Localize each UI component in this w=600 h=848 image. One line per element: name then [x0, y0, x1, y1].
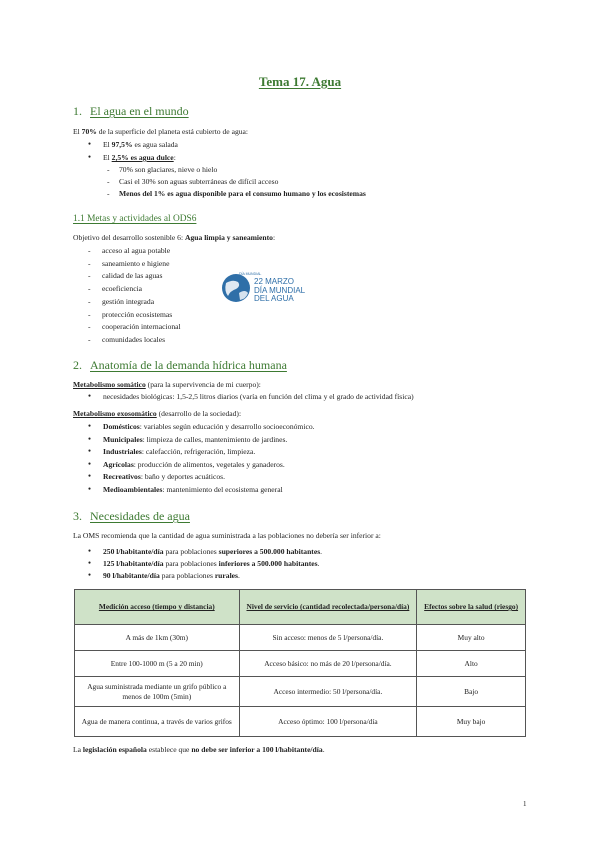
table-header-cell: Medición acceso (tiempo y distancia)	[75, 590, 240, 625]
table-cell: Entre 100-1000 m (5 a 20 min)	[75, 651, 240, 677]
table-cell: Sin acceso: menos de 5 l/persona/día.	[239, 625, 417, 651]
table-header-row	[75, 590, 526, 625]
list-item: - 70% son glaciares, nieve o hielo	[107, 165, 218, 174]
table-cell: Bajo	[417, 677, 526, 707]
svg-text:DÍA MUNDIAL: DÍA MUNDIAL	[239, 272, 262, 276]
section-1-1-intro: Objetivo del desarrollo sostenible 6: Agua limpia y saneamiento:	[73, 233, 276, 242]
list-item: - Casi el 30% son aguas subterráneas de difícil acceso	[107, 177, 279, 186]
list-item: ● Medioambientales: mantenimiento del ecosistema general	[88, 485, 283, 495]
list-item: - cooperación internacional	[88, 322, 181, 332]
list-item: - acceso al agua potable	[88, 246, 171, 255]
table-header-cell: Nivel de servicio (cantidad recolectada/persona/día)	[239, 590, 417, 625]
metabolismo-somatico: Metabolismo somático (para la supervivencia de mi cuerpo):	[73, 380, 261, 389]
section-3-heading: 3. Necesidades de agua	[73, 509, 190, 523]
list-item: ● Domésticos: variables según educación y desarrollo socioeconómico.	[88, 422, 315, 432]
list-item: - Menos del 1% es agua disponible para el consumo humano y los ecosistemas	[107, 189, 366, 198]
table-cell: Acceso intermedio: 50 l/persona/día.	[239, 677, 417, 707]
table-cell: Agua suministrada mediante un grifo público a menos de 100m (5min)	[75, 677, 240, 707]
list-item: ● Agrícolas: producción de alimentos, vegetales y ganaderos.	[88, 460, 285, 470]
list-item: - ecoeficiencia	[88, 284, 143, 294]
section-1-heading: 1. El agua en el mundo	[73, 104, 189, 118]
list-item: - saneamiento e higiene	[88, 258, 170, 268]
table-row	[75, 651, 526, 677]
table-header-cell: Efectos sobre la salud (riesgo)	[417, 590, 526, 625]
table-row	[75, 707, 526, 737]
svg-text:22 MARZO: 22 MARZO	[254, 277, 295, 286]
table-cell: Acceso óptimo: 100 l/persona/día	[239, 707, 417, 737]
section-1-intro: El 70% de la superficie del planeta está cubierto de agua:	[73, 127, 249, 136]
metabolismo-exosomatico: Metabolismo exosomático (desarrollo de la sociedad):	[73, 409, 242, 418]
page-title: Tema 17. Agua	[258, 74, 342, 89]
section-3-outro: La legislación española establece que no debe ser inferior a 100 l/habitante/día.	[73, 745, 325, 754]
list-item: ● 250 l/habitante/día para poblaciones superiores a 500.000 habitantes.	[88, 547, 322, 557]
list-item: ● El 2,5% es agua dulce:	[88, 153, 176, 163]
section-1-1-heading: 1.1 Metas y actividades al ODS6	[73, 214, 197, 224]
svg-text:DEL AGUA: DEL AGUA	[254, 294, 294, 303]
page-number: 1	[523, 800, 527, 808]
list-item: ● Municipales: limpieza de calles, mantenimiento de jardines.	[88, 435, 287, 445]
list-item: ● 90 l/habitante/día para poblaciones rurales.	[88, 571, 240, 581]
table-row	[75, 677, 526, 707]
section-3-intro: La OMS recomienda que la cantidad de agua suministrada a las poblaciones no debería ser inferior a:	[73, 531, 381, 540]
table-cell: Acceso básico: no más de 20 l/persona/día.	[239, 651, 417, 677]
list-item: ● Industriales: calefacción, refrigeración, limpieza.	[88, 447, 255, 457]
list-item: - gestión integrada	[88, 296, 155, 306]
table-cell: Muy alto	[417, 625, 526, 651]
list-item: - protección ecosistemas	[88, 309, 173, 319]
world-water-day-logo	[221, 269, 317, 305]
list-item: - comunidades locales	[88, 334, 166, 344]
table-cell: Alto	[417, 651, 526, 677]
water-access-table	[74, 589, 526, 737]
list-item: ● necesidades biológicas: 1,5-2,5 litros diarios (varía en función del clima y el grado de actividad física)	[88, 392, 414, 402]
list-item: ● El 97,5% es agua salada	[88, 140, 178, 150]
table-cell: A más de 1km (30m)	[75, 625, 240, 651]
list-item: ● 125 l/habitante/día para poblaciones inferiores a 500.000 habitantes.	[88, 559, 320, 569]
list-item: - calidad de las aguas	[88, 271, 163, 281]
svg-text:DÍA MUNDIAL: DÍA MUNDIAL	[254, 286, 306, 295]
table-row	[75, 625, 526, 651]
table-cell: Muy bajo	[417, 707, 526, 737]
table-cell: Agua de manera continua, a través de varios grifos	[75, 707, 240, 737]
list-item: ● Recreativos: baño y deportes acuáticos.	[88, 472, 225, 482]
section-2-heading: 2. Anatomía de la demanda hídrica humana	[73, 358, 287, 372]
table-body	[75, 625, 526, 737]
